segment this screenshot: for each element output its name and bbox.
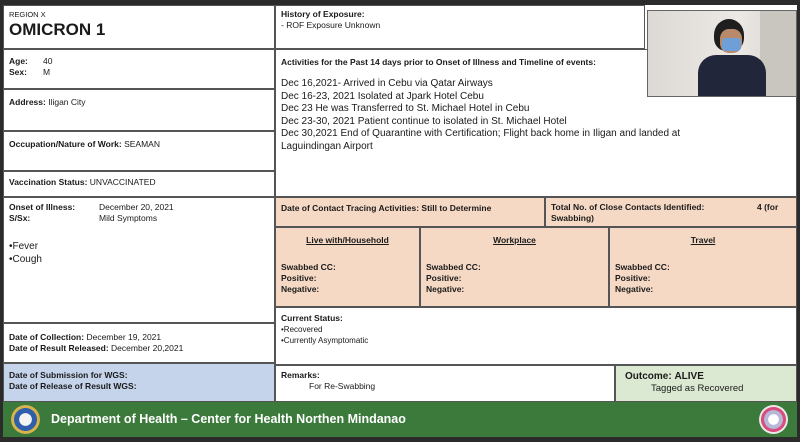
onset-cell	[3, 197, 275, 323]
collection-label: Date of Collection:	[9, 332, 85, 342]
vaccination-cell	[3, 171, 275, 197]
exposure-cell	[275, 5, 645, 49]
travel-column	[609, 227, 797, 307]
outcome-label: Outcome:	[625, 371, 672, 382]
occupation-value: SEAMAN	[124, 139, 160, 149]
activities-label: Activities for the Past 14 days prior to Onset of Illness and Timeline of events:	[281, 57, 596, 67]
region-label: REGION X	[9, 10, 46, 19]
occupation-label: Occupation/Nature of Work:	[9, 139, 122, 149]
household-title: Live with/Household	[306, 235, 389, 245]
case-title: OMICRON 1	[9, 20, 106, 39]
age-label: Age:	[9, 56, 28, 66]
chd-seal-icon	[759, 405, 788, 434]
current-status-label: Current Status:	[281, 313, 343, 323]
age-sex-cell	[3, 49, 275, 89]
vaccination-value: UNVACCINATED	[89, 177, 156, 187]
case-slide	[3, 5, 797, 437]
timeline-item: Dec 16,2021- Arrived in Cebu via Qatar Airways	[281, 78, 493, 89]
wgs-submission-label: Date of Submission for WGS:	[9, 370, 128, 380]
household-swabbed: Swabbed CC:	[281, 262, 336, 272]
age-value: 40	[43, 56, 53, 66]
face-mask-icon	[722, 38, 741, 51]
outcome-value: ALIVE	[674, 371, 704, 382]
close-contacts-label: Total No. of Close Contacts Identified:	[551, 202, 705, 212]
workplace-column	[420, 227, 609, 307]
wgs-release-label: Date of Release of Result WGS:	[9, 381, 137, 391]
onset-label: Onset of Illness:	[9, 202, 76, 212]
outcome-note: Tagged as Recovered	[651, 383, 744, 394]
outcome-cell	[615, 365, 797, 402]
symptom-item: •Cough	[9, 254, 42, 265]
close-contacts-cell	[545, 197, 797, 227]
workplace-swabbed: Swabbed CC:	[426, 262, 481, 272]
timeline-item: Dec 23-30, 2021 Patient continue to isolated in St. Michael Hotel	[281, 115, 567, 127]
collection-cell	[3, 323, 275, 363]
address-cell	[3, 89, 275, 131]
symptom-item: •Fever	[9, 241, 39, 252]
status-item: •Currently Asymptomatic	[281, 336, 369, 345]
result-label: Date of Result Released:	[9, 343, 109, 353]
travel-positive: Positive:	[615, 273, 651, 283]
close-contacts-value: 4 (for	[757, 202, 779, 212]
travel-swabbed: Swabbed CC:	[615, 262, 670, 272]
address-value: Iligan City	[48, 97, 86, 107]
result-value: December 20,2021	[111, 343, 184, 353]
sex-label: Sex:	[9, 67, 27, 77]
ssx-value: Mild Symptoms	[99, 213, 158, 223]
travel-title: Travel	[690, 235, 716, 245]
timeline-item: Dec 30,2021 End of Quarantine with Certification; Flight back home in Iligan and landed at	[281, 128, 681, 139]
vaccination-label: Vaccination Status:	[9, 177, 88, 187]
footer-title: Department of Health – Center for Health Northen Mindanao	[51, 412, 406, 426]
sex-value: M	[43, 67, 51, 77]
workplace-title: Workplace	[493, 235, 536, 245]
footer-bar	[3, 402, 797, 437]
workplace-positive: Positive:	[426, 273, 462, 283]
wgs-cell	[3, 363, 275, 402]
exposure-value: - ROF Exposure Unknown	[281, 20, 381, 30]
status-item: •Recovered	[281, 325, 323, 334]
symptom-list	[9, 240, 269, 266]
household-negative: Negative:	[281, 284, 320, 294]
remarks-cell	[275, 365, 615, 402]
contact-tracing-date: Date of Contact Tracing Activities: Still to Determine	[275, 197, 545, 227]
household-column	[275, 227, 420, 307]
address-label: Address:	[9, 97, 46, 107]
presenter-video	[647, 10, 797, 97]
household-positive: Positive:	[281, 273, 317, 283]
collection-value: December 19, 2021	[86, 332, 162, 342]
onset-value: December 20, 2021	[99, 202, 174, 212]
occupation-cell	[3, 131, 275, 171]
close-contacts-suffix: Swabbing)	[551, 213, 594, 223]
timeline-item: Laguindingan Airport	[281, 140, 373, 152]
remarks-value: For Re-Swabbing	[309, 381, 376, 391]
case-title-cell	[3, 5, 275, 49]
exposure-label: History of Exposure:	[281, 9, 365, 19]
doh-seal-icon	[11, 405, 40, 434]
presenter-body	[698, 55, 766, 97]
workplace-negative: Negative:	[426, 284, 465, 294]
ssx-label: S/Sx:	[9, 213, 31, 223]
current-status-cell	[275, 307, 797, 365]
travel-negative: Negative:	[615, 284, 654, 294]
timeline-item: Dec 16-23, 2021 Isolated at Jpark Hotel Cebu	[281, 90, 484, 102]
timeline-item: Dec 23 He was Transferred to St. Michael Hotel in Cebu	[281, 103, 530, 114]
remarks-label: Remarks:	[281, 370, 320, 380]
